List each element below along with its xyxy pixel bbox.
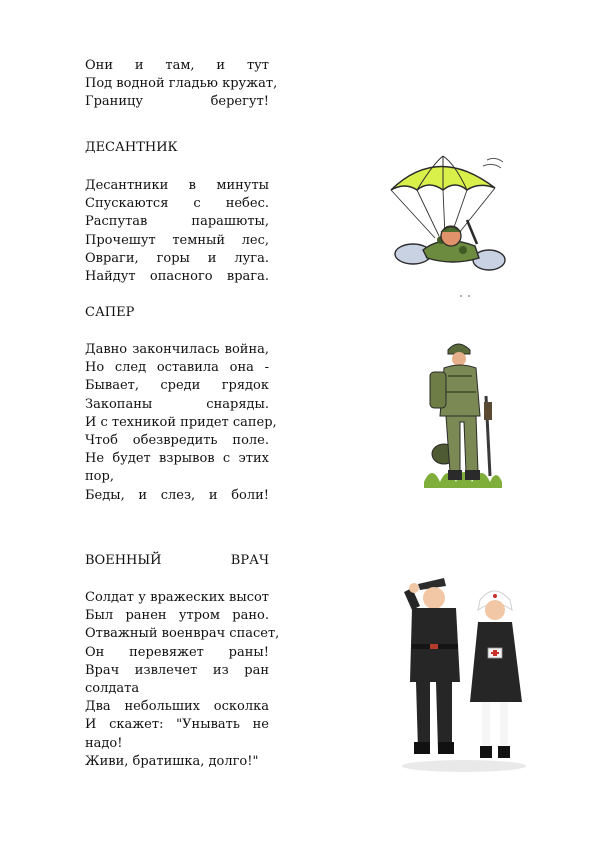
poem-line: Овраги, горы и луга.	[85, 250, 269, 266]
poem-line: Под водной гладью кружат,	[85, 76, 278, 92]
medic-heading: ВОЕННЫЙ ВРАЧ	[85, 553, 269, 568]
poem-line: Был ранен утром рано.	[85, 608, 269, 624]
poem-line: Прочешут темный лес,	[85, 232, 269, 248]
paratrooper-heading: ДЕСАНТНИК	[85, 140, 178, 155]
poem-line: пор,	[85, 469, 114, 485]
poem-line: Спускаются с небес.	[85, 196, 269, 212]
poem-line: Десантники в минуты	[85, 178, 269, 193]
sapper-heading: САПЕР	[85, 305, 135, 320]
poem-line: надо!	[85, 735, 123, 751]
poem-line: Беды, и слез, и боли!	[85, 487, 269, 503]
poem-line: Давно закончилась война,	[85, 342, 269, 357]
poem-line: И с техникой придет сапер,	[85, 414, 277, 430]
poem-line: Отважный военврач спасет,	[85, 626, 280, 642]
poem-line: И скажет: "Унывать не	[85, 717, 269, 733]
poem-line: Солдат у вражеских высот	[85, 590, 269, 605]
poem-line: Два небольших осколка	[85, 699, 269, 715]
soldier-illustration	[420, 336, 504, 496]
sapper-stanza	[85, 341, 277, 505]
children-in-uniform-photo	[398, 570, 530, 772]
medic-stanza	[85, 589, 280, 771]
poem-line: солдата	[85, 681, 140, 697]
poem-line: Закопаны снаряды.	[85, 396, 269, 412]
poem-line: Границу берегут!	[85, 94, 269, 110]
poem-line: Бывает, среди грядок	[85, 378, 269, 394]
poem-line: Но след оставила она -	[85, 360, 269, 376]
poem-line: Они и там, и тут	[85, 58, 269, 73]
poem-line: Не будет взрывов с этих	[85, 451, 269, 467]
paratrooper-stanza	[85, 177, 269, 286]
paratrooper-illustration	[383, 150, 509, 300]
poem-line: Распутав парашюты,	[85, 214, 269, 230]
poem-line: Чтоб обезвредить поле.	[85, 433, 269, 449]
intro-stanza	[85, 57, 278, 112]
poem-line: Он перевяжет раны!	[85, 644, 269, 660]
poem-line: Найдут опасного врага.	[85, 269, 269, 285]
poem-line: Врач извлечет из ран	[85, 662, 269, 678]
poem-line: Живи, братишка, долго!"	[85, 753, 259, 769]
